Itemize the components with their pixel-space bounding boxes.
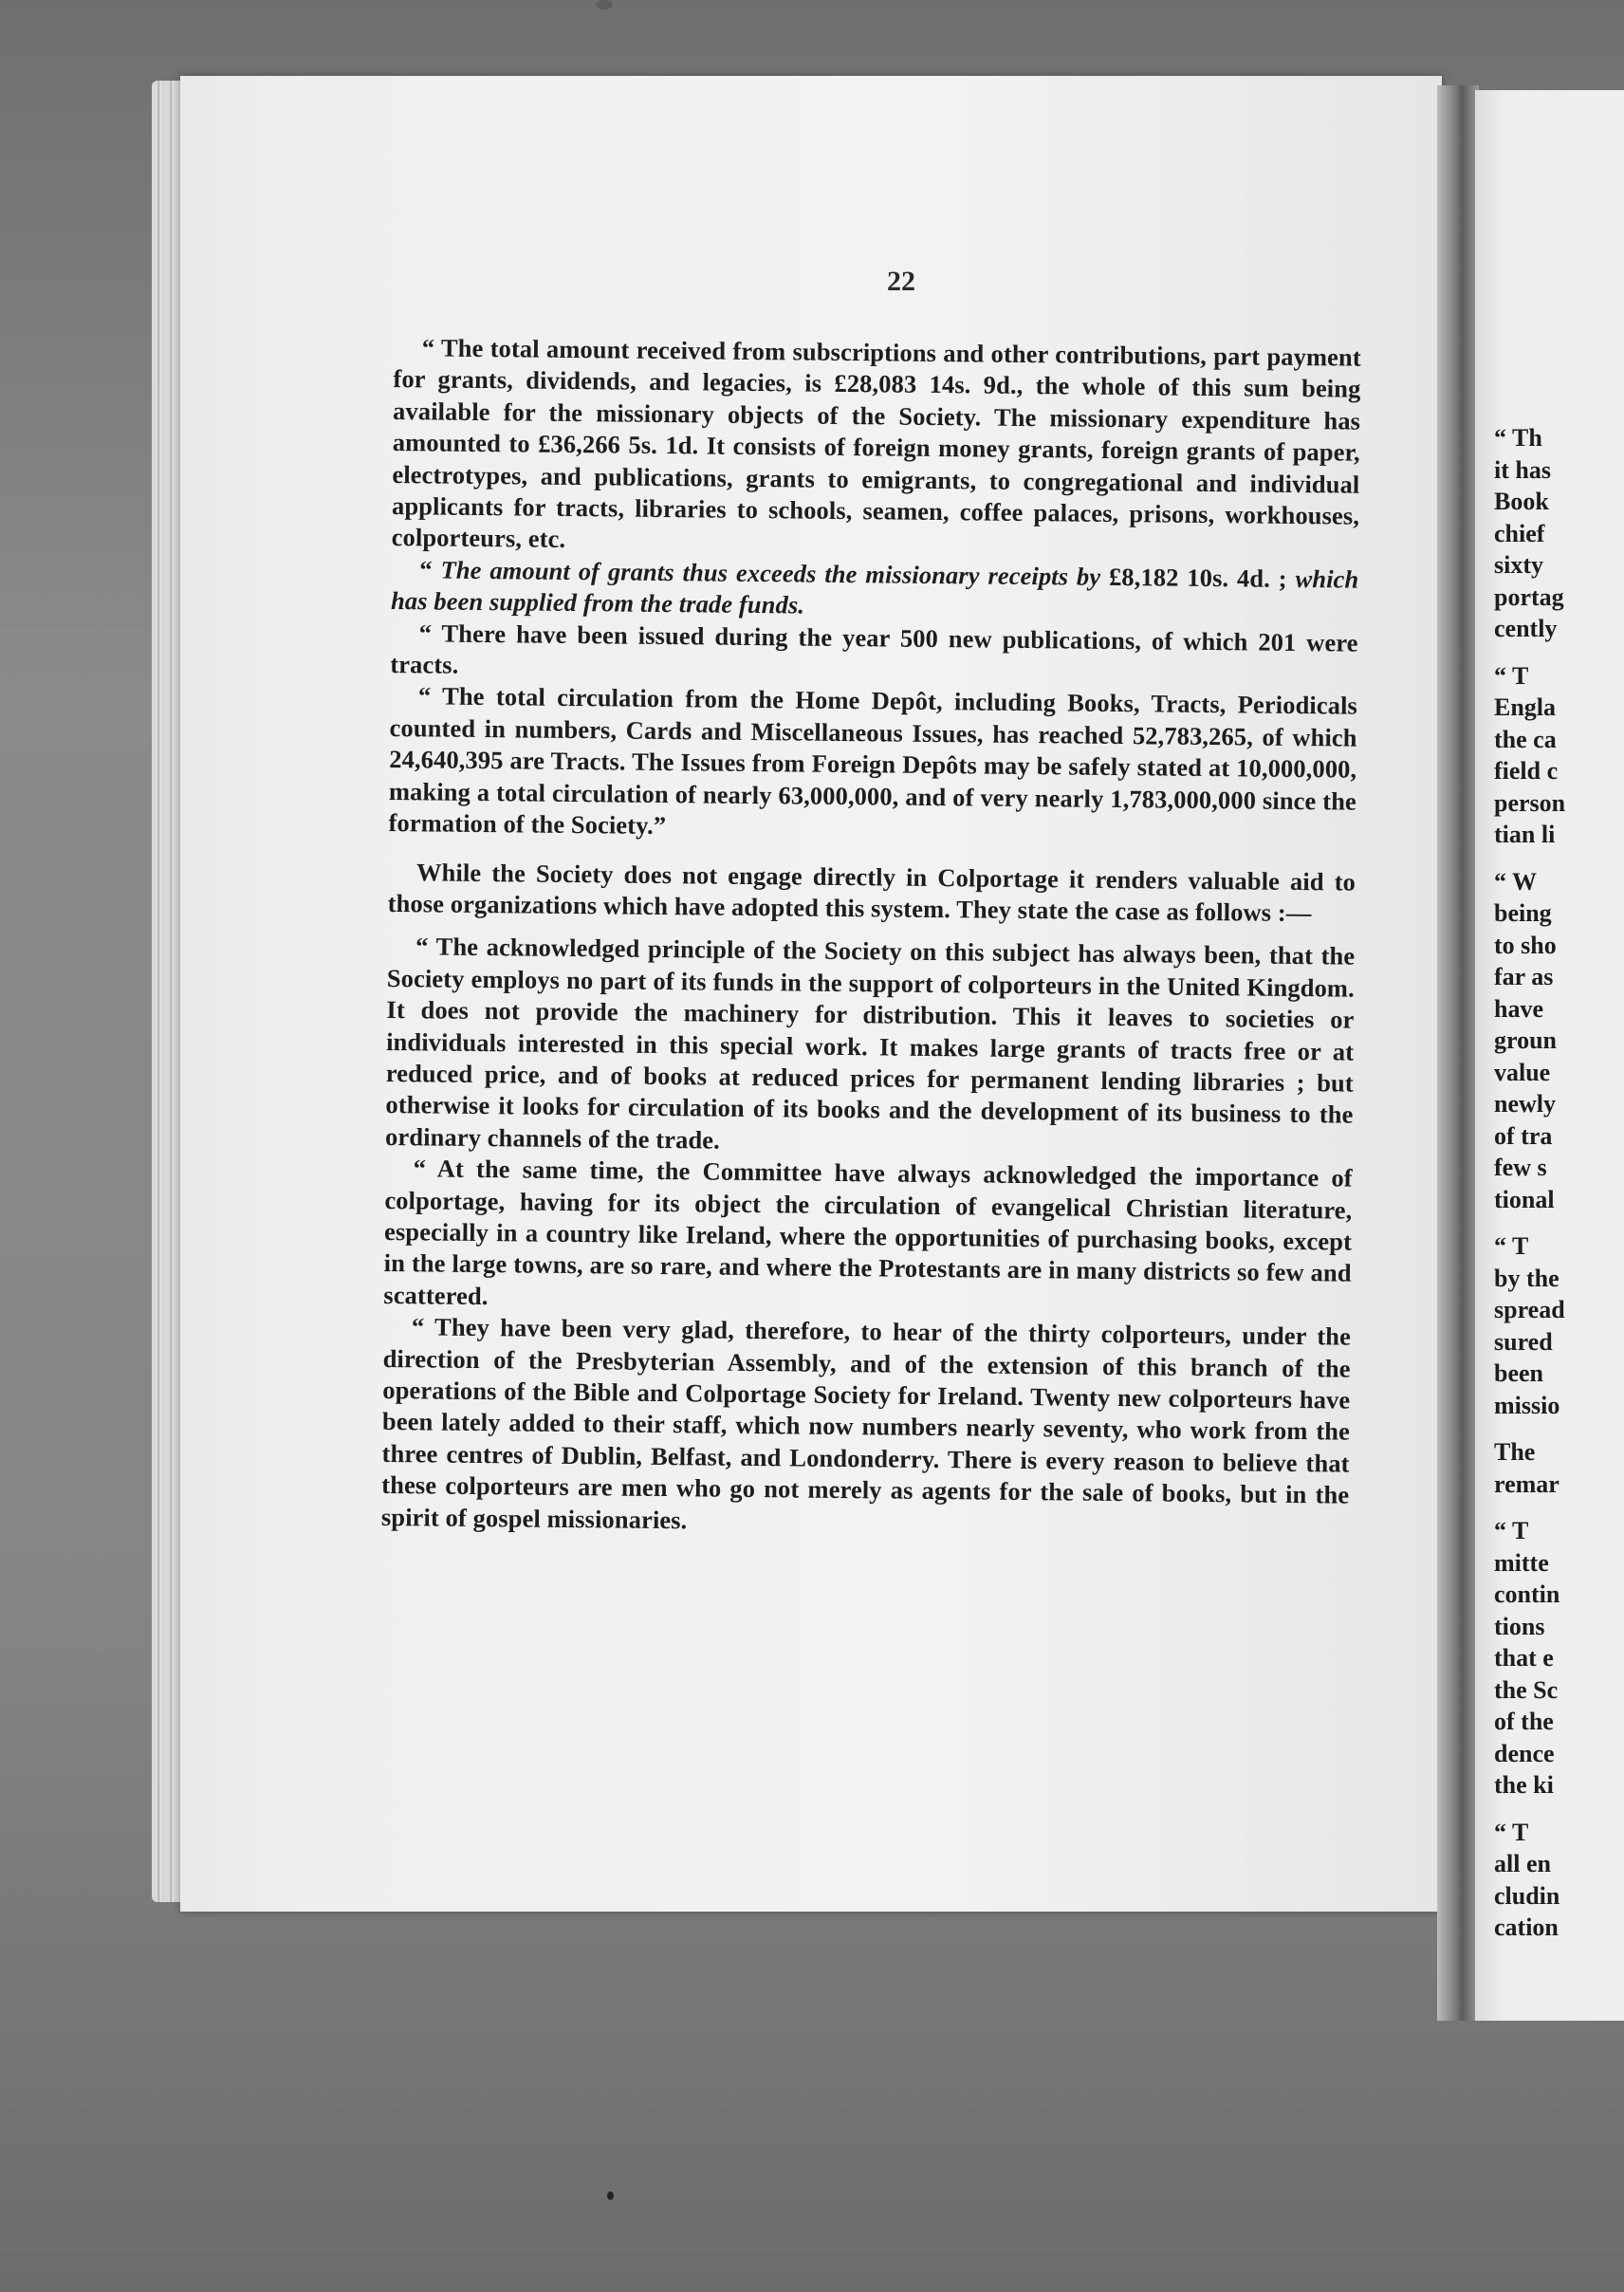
facing-page-line: portag <box>1494 582 1564 611</box>
paragraph-ireland: “ At the same time, the Committee have always acknowledged the importance of colportage, having for its object the circulation of evangelical Christian literature, especially in a country like Ireland, where the opportunities of purchasing books, except in the large towns, are so rare, and where the Protestants are in many districts so few and scattered. <box>383 1154 1353 1310</box>
facing-page-line: tian li <box>1494 821 1556 848</box>
facing-page-line: person <box>1494 788 1566 817</box>
facing-page-line: all en <box>1494 1850 1551 1877</box>
facing-page-line: the Sc <box>1494 1675 1559 1704</box>
facing-page-line: Book <box>1494 488 1549 515</box>
facing-page-text <box>1494 422 1624 1944</box>
paragraph-principle: “ The acknowledged principle of the Society on this subject has always been, that the Society employs no part of its funds in the support of colporteurs in the United Kingdom. It does not provide the machinery for distribution. This it leaves to societies or individuals interested in this special work. It makes large grants of tracts free or at reduced price, and of books at reduced prices for permanent lending libraries ; but otherwise it looks for circulation of its books and the development of its business to the ordinary channels of the trade. <box>384 932 1356 1155</box>
facing-page-line: the ca <box>1494 725 1557 753</box>
book-gutter <box>1437 85 1479 2021</box>
facing-page-line: by the <box>1494 1264 1559 1292</box>
facing-page-line: few s <box>1494 1154 1547 1181</box>
dust-speck-top <box>596 0 613 9</box>
facing-page-line: the ki <box>1494 1771 1554 1799</box>
facing-page-line: field c <box>1494 757 1559 785</box>
facing-page-line: cently <box>1494 615 1558 642</box>
paragraph-grants-exceed: “ The amount of grants thus exceeds the missionary receipts by £8,182 10s. 4d. ; which has been supplied from the trade funds. <box>390 555 1359 619</box>
page-body <box>381 332 1361 1543</box>
facing-page-line: far as <box>1494 963 1554 990</box>
facing-page-line: “ T <box>1494 661 1529 690</box>
facing-page-line: mitte <box>1494 1548 1549 1577</box>
facing-page-line: Engla <box>1494 693 1557 721</box>
facing-page-line: tional <box>1494 1185 1555 1213</box>
facing-page-line: “ Th <box>1494 424 1542 452</box>
facing-page-line: sured <box>1494 1327 1553 1356</box>
paragraph-publications: “ There have been issued during the year 500 new publications, of which 201 were tracts. <box>390 618 1358 679</box>
facing-page-line: chief <box>1494 519 1545 547</box>
facing-page-line: have <box>1494 994 1543 1023</box>
facing-page-line: contin <box>1494 1580 1560 1608</box>
facing-page <box>1475 90 1624 2021</box>
facing-page-line: it has <box>1494 455 1551 484</box>
facing-page-line: “ T <box>1494 1818 1529 1846</box>
facing-page-line: “ T <box>1494 1232 1529 1260</box>
facing-page-line: cation <box>1494 1913 1559 1941</box>
facing-page-line: dence <box>1494 1739 1555 1767</box>
facing-page-line: spread <box>1494 1296 1565 1323</box>
facing-page-line: value <box>1494 1058 1551 1086</box>
facing-page-line: groun <box>1494 1026 1557 1054</box>
facing-page-line: “ W <box>1494 867 1538 896</box>
facing-page-line: of the <box>1494 1708 1554 1735</box>
facing-page-line: “ T <box>1494 1517 1529 1544</box>
page-number: 22 <box>887 266 915 297</box>
facing-page-line: newly <box>1494 1090 1556 1118</box>
paragraph-colporteurs: “ They have been very glad, therefore, to hear of the thirty colporteurs, under the direction of the Presbyterian Assembly, and of the extension of this branch of the operations of the Bible and Colportage Society for Ireland. Twenty new colporteurs have been lately added to their staff, which now numbers nearly seventy, who work from the three centres of Dublin, Belfast, and Londonderry. There is every reason to believe that these colporteurs are men who go not merely as agents for the sale of books, but in the spirit of gospel missionaries. <box>380 1312 1352 1534</box>
paragraph-colportage-intro: While the Society does not engage directly in Colportage it renders valuable aid to those organizations which have adopted this system. They state the case as follows :— <box>387 857 1356 928</box>
facing-page-line: been <box>1494 1359 1543 1387</box>
facing-page-line: to sho <box>1494 931 1557 959</box>
facing-page-line: The <box>1494 1438 1536 1466</box>
facing-page-line: cludin <box>1494 1881 1560 1910</box>
facing-page-line: of tra <box>1494 1121 1553 1150</box>
paragraph-receipts: “ The total amount received from subscriptions and other contributions, part payment for grants, dividends, and legacies, is £28,083 14s. 9d., the whole of this sum being available for the missionary objects of the Society. The missionary expenditure has amounted to £36,266 5s. 1d. It consists of foreign money grants, foreign grants of paper, electrotypes, and publications, grants to emigrants, to congregational and individual applicants for tracts, libraries to schools, seamen, coffee palaces, prisons, workhouses, colporteurs, etc. <box>391 333 1361 554</box>
facing-page-line: sixty <box>1494 551 1543 579</box>
facing-page-line: that e <box>1494 1644 1554 1672</box>
facing-page-line: being <box>1494 899 1552 927</box>
facing-page-line: tions <box>1494 1612 1545 1640</box>
facing-page-line: missio <box>1494 1391 1560 1419</box>
dust-speck <box>607 2191 614 2200</box>
paragraph-circulation: “ The total circulation from the Home Depôt, including Books, Tracts, Periodicals counted in numbers, Cards and Miscellaneous Issues, has reached 52,783,265, of which 24,640,395 are Tracts. The Issues from Foreign Depôts may be safely stated at 10,000,000, making a total circulation of nearly 63,000,000, and of very nearly 1,783,000,000 since the formation of the Society.” <box>388 681 1358 841</box>
facing-page-line: remar <box>1494 1469 1559 1498</box>
